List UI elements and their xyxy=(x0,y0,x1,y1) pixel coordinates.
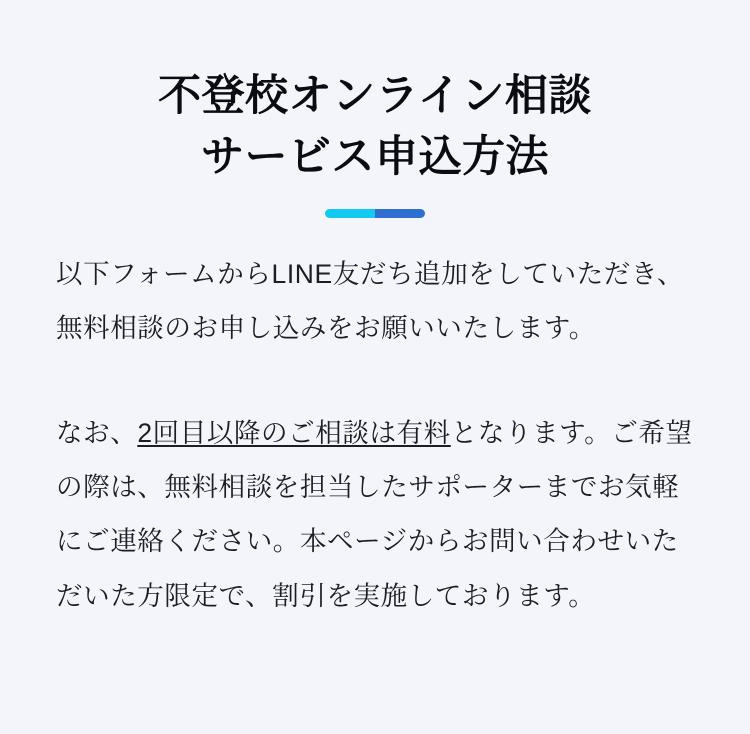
divider-segment-right xyxy=(375,209,425,218)
page-title-line-1: 不登校オンライン相談 xyxy=(158,72,592,120)
notice-paragraph xyxy=(0,356,750,623)
notice-underlined-text: 2回目以降のご相談は有料 xyxy=(137,417,451,448)
notice-suffix: となります。ご希望の際は、無料相談を担当したサポーターまでお気軽にご連絡ください。本ページからお問い合わせいただいた方限定で、割引を実施しております。 xyxy=(56,417,693,611)
page-title-line-2: サービス申込方法 xyxy=(201,133,549,182)
intro-paragraph: 以下フォームからLINE友だち追加をしていただき、無料相談のお申し込みをお願いいたします。 xyxy=(56,259,685,344)
divider-segment-left xyxy=(325,209,375,218)
title-divider xyxy=(325,209,425,218)
notice-prefix: なお、 xyxy=(56,417,138,448)
page-title xyxy=(0,0,750,188)
